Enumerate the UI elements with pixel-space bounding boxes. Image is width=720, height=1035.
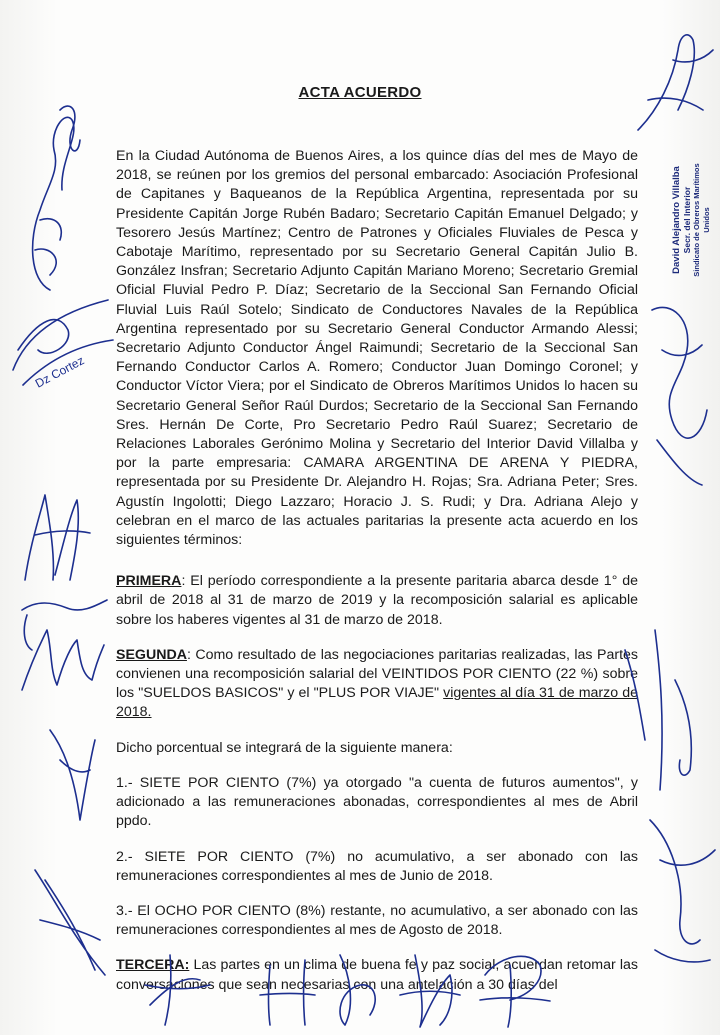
clause-primera-text: : El período correspondiente a la presente paritaria abarca desde 1° de abril de 2018 al 31 de marzo de 2019 y la recomposición salarial es aplicable sobre los haberes vigentes al 31 de marzo de 2018.	[116, 573, 638, 628]
clause-segunda-underlined: vigentes al día 31 de marzo de 2018.	[116, 685, 638, 721]
signature-left-4	[12, 590, 112, 700]
signature-right-2	[632, 290, 717, 490]
stamp-line-2: Secr. del Interior	[682, 186, 692, 254]
clause-tercera-text: Las partes en un clima de buena fe y paz social, acuerdan retomar las conversaciones que sean necesarias con una antelación a 30 días del	[116, 957, 638, 993]
clause-segunda-heading: SEGUNDA	[116, 646, 187, 663]
item-3: 3.- El OCHO POR CIENTO (8%) restante, no acumulativo, a ser abonado con las remuneraciones correspondientes al mes de Agosto de 2018.	[116, 902, 638, 939]
stamp-text	[672, 150, 712, 290]
signature-bottom-row	[140, 935, 580, 1030]
signature-right-4	[640, 800, 720, 980]
clause-primera-heading: PRIMERA	[116, 573, 182, 590]
document-body	[116, 147, 638, 995]
clause-primera	[116, 572, 638, 630]
clause-tercera-heading: TERCERA:	[116, 957, 190, 974]
document-title: ACTA ACUERDO	[298, 84, 422, 101]
signature-right-3	[615, 620, 715, 800]
signature-left-2	[8, 290, 118, 400]
item-1: 1.- SIETE POR CIENTO (7%) ya otorgado "a cuenta de futuros aumentos", y adicionado a las remuneraciones abonadas, correspondientes al mes de Abril ppdo.	[116, 774, 638, 830]
signature-left-3	[15, 485, 95, 585]
stamp-line-3: Sindicato de Obreros Marítimos Unidos	[692, 163, 711, 277]
signature-right-1	[618, 20, 718, 140]
official-stamp	[672, 150, 712, 290]
signature-left-5	[40, 720, 100, 830]
signature-left-6	[25, 860, 115, 980]
clause-segunda-text: : Como resultado de las negociaciones paritarias realizadas, las Partes convienen una recomposición salarial del VEINTIDOS POR CIENTO (22 %) sobre los "SUELDOS BASICOS" y el "PLUS POR VIAJE"	[116, 646, 638, 702]
porcentual-paragraph: Dicho porcentual se integrará de la siguiente manera:	[116, 739, 453, 756]
item-2: 2.- SIETE POR CIENTO (7%) no acumulativo, a ser abonado con las remuneraciones correspondientes al mes de Junio de 2018.	[116, 848, 638, 884]
stamp-line-1: David Alejandro Villalba	[671, 166, 682, 274]
signature-left-1	[10, 90, 90, 300]
intro-paragraph: En la Ciudad Autónoma de Buenos Aires, a los quince días del mes de Mayo de 2018, se reúnen por los gremios del personal embarcado: Asociación Profesional de Capitanes y Baqueanos de la República Argentina, representada por su Presidente Capitán Jorge Rubén Badaro; Secretario Capitán Emanuel Delgado; y Tesorero Jesús Martínez; Centro de Patrones y Oficiales Fluviales de Pesca y Cabotaje Marítimo, representado por su Secretario General Capitán Julio B. González Insfran; Secretario Adjunto Capitán Mariano Moreno; Secretario Gremial Oficial Fluvial Pedro P. Díaz; Secretario de la Seccional San Fernando Oficial Fluvial Luis Raúl Sotelo; Sindicato de Conductores Navales de la República Argentina representado por su Secretario General Conductor Armando Alessi; Secretario Adjunto Conductor Ángel Raimundi; Secretario de la Seccional San Fernando Conductor Carlos A. Romero; Conductor Juan Domingo Coronel; y Conductor Víctor Viera; por el Sindicato de Obreros Marítimos Unidos lo hacen su Secretario General Señor Raúl Durdos; Secretario de la Seccional San Fernando Sres. Hernán De Corte, Pro Secretario Pedro Raúl Suarez; Secretario de Relaciones Laborales Gerónimo Molina y Secretario del Interior David Villalba y por la parte empresaria: CAMARA ARGENTINA DE ARENA Y PIEDRA, representada por su Presidente Dr. Alejandro H. Rojas; Sra. Adriana Peter; Sres. Agustín Ingolotti; Diego Lazzaro; Horacio J. S. Rudi; y Dra. Adriana Alejo y celebran en el marco de las actuales paritarias la presente acta acuerdo en los siguientes términos:	[116, 148, 638, 549]
clause-segunda	[116, 646, 638, 723]
signature-initials: Dz Cortez	[32, 353, 87, 391]
